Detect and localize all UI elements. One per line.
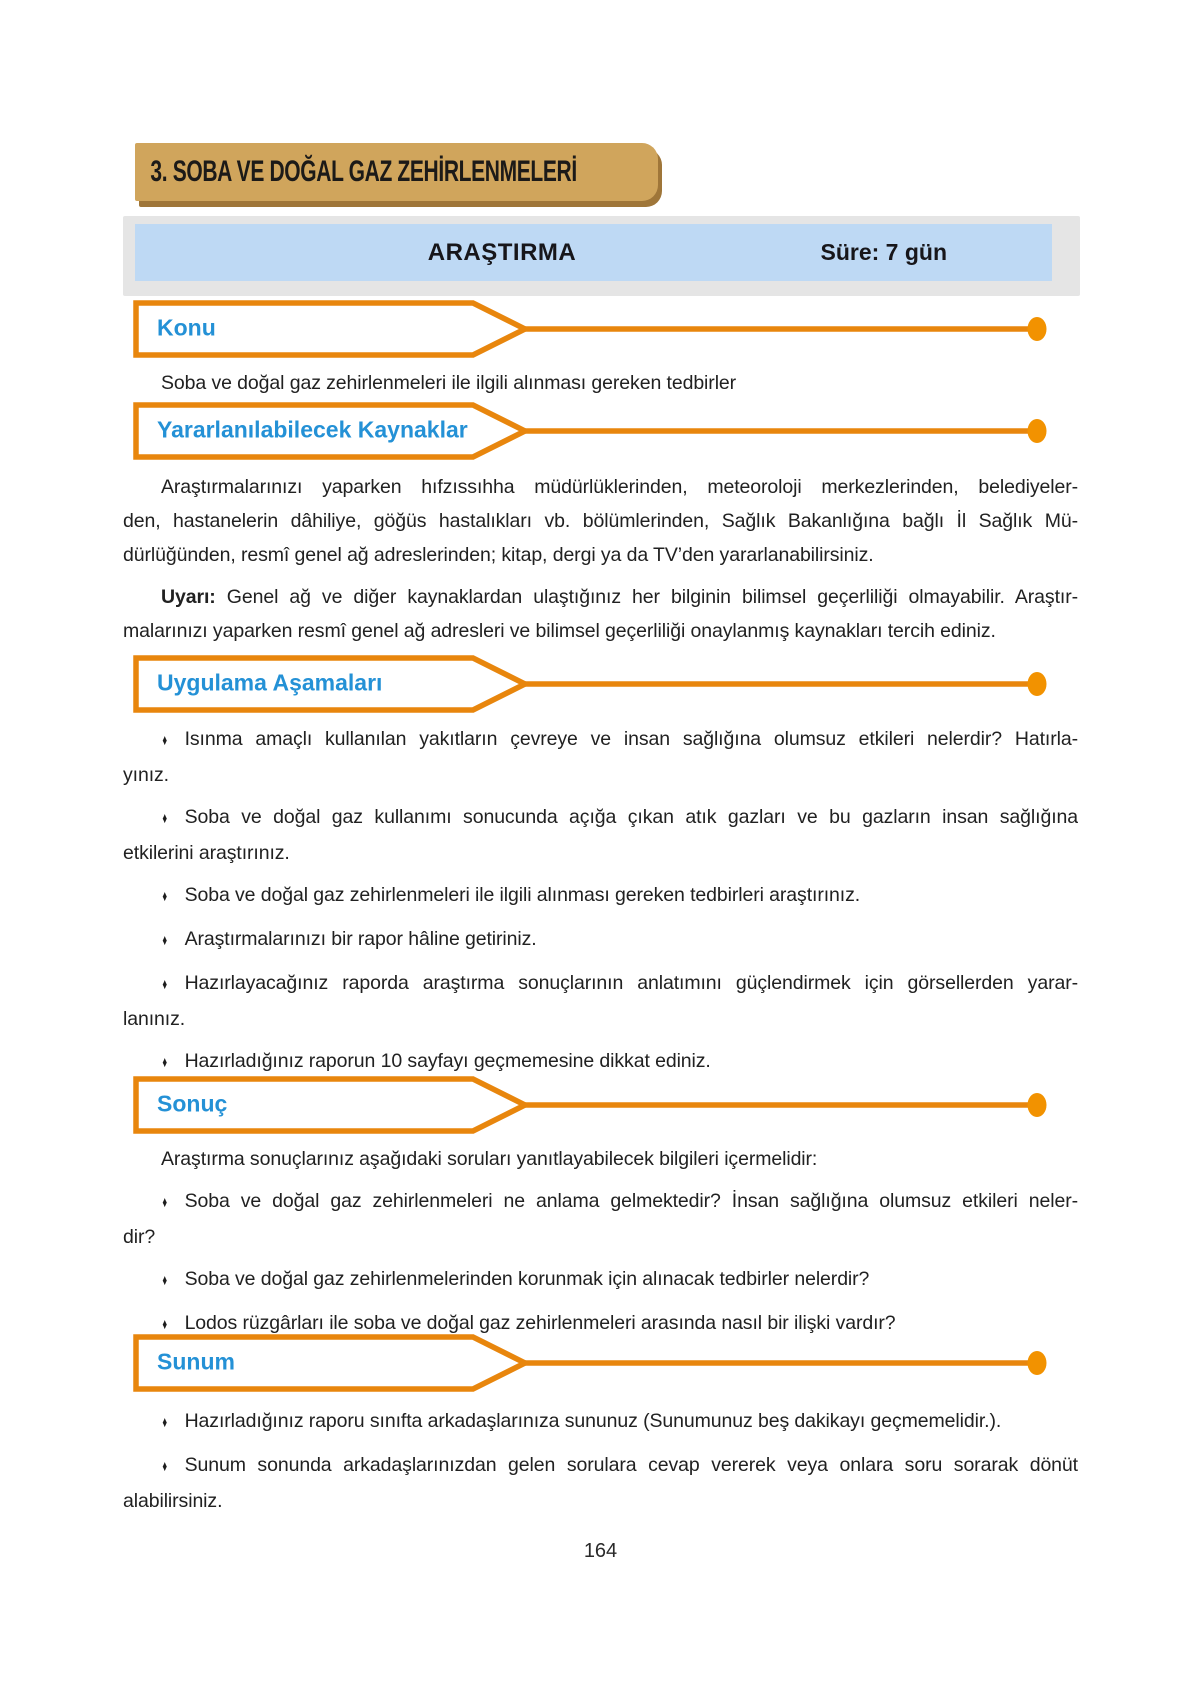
activity-bar-shadow (123, 216, 1080, 296)
diamond-bullet-icon: ♦ (162, 932, 168, 949)
list-item: ♦ Araştırmalarınızı bir rapor hâline getiriniz. (123, 922, 1078, 958)
activity-bar (135, 224, 1052, 281)
section-banner-sonuc (133, 1076, 1061, 1134)
banner-endpoint-dot (1028, 317, 1047, 341)
list-item: ♦ Hazırladığınız raporun 10 sayfayı geçmemesine dikkat ediniz. (123, 1044, 1078, 1080)
list-item: ♦ Lodos rüzgârları ile soba ve doğal gaz zehirlenmeleri arasında nasıl bir ilişki vardır? (123, 1306, 1078, 1342)
list-item: ♦ Soba ve doğal gaz zehirlenmeleri ne anlama gelmektedir? İnsan sağlığına olumsuz etkileri neler- dir? (123, 1184, 1078, 1254)
section-label-kaynaklar: Yararlanılabilecek Kaynaklar (157, 416, 468, 443)
list-item: ♦ Soba ve doğal gaz zehirlenmeleri ile ilgili alınması gereken tedbirleri araştırınız. (123, 878, 1078, 914)
paragraph-line (123, 580, 1078, 614)
list-item: ♦ Soba ve doğal gaz zehirlenmelerinden korunmak için alınacak tedbirler nelerdir? (123, 1262, 1078, 1298)
section-label-konu: Konu (157, 314, 216, 341)
section-label-sonuc: Sonuç (157, 1090, 228, 1117)
activity-duration: Süre: 7 gün (820, 239, 947, 265)
warning-text: Genel ağ ve diğer kaynaklardan ulaştığınız her bilginin bilimsel geçerliliği olmayabilir. Araştır- (215, 586, 1078, 608)
paragraph-line: den, hastanelerin dâhiliye, göğüs hastalıkları vb. bölümlerinden, Sağlık Bakanlığına bağlı İl Sağlık Mü- (123, 510, 1078, 532)
section-label-sunum: Sunum (157, 1348, 235, 1375)
section-label-uygulama: Uygulama Aşamaları (157, 669, 383, 696)
banner-arrow-shape (133, 1334, 1061, 1392)
diamond-bullet-icon: ♦ (162, 1414, 168, 1431)
paragraph-line: Araştırmalarınızı yaparken hıfzıssıhha müdürlüklerinden, meteoroloji merkezlerinden, belediyeler- (161, 476, 1078, 498)
sunum-content (123, 1404, 1078, 1518)
diamond-bullet-icon: ♦ (162, 1458, 168, 1475)
section-banner-kaynaklar (133, 402, 1061, 460)
kaynaklar-paragraph (123, 470, 1078, 572)
list-item: ♦ Hazırladığınız raporu sınıfta arkadaşlarınıza sununuz (Sunumunuz beş dakikayı geçmemelidir.). (123, 1404, 1078, 1440)
section-banner-uygulama (133, 655, 1061, 713)
activity-title: ARAŞTIRMA (427, 239, 577, 266)
diamond-bullet-icon: ♦ (162, 1194, 168, 1211)
diamond-bullet-icon: ♦ (162, 976, 168, 993)
banner-endpoint-dot (1028, 672, 1047, 696)
page-number: 164 (583, 1540, 618, 1562)
diamond-bullet-icon: ♦ (162, 888, 168, 905)
warning-label: Uyarı: (161, 586, 216, 608)
list-item: ♦ Sunum sonunda arkadaşlarınızdan gelen sorulara cevap vererek veya onlara soru sorarak dönüt alabilirsiniz. (123, 1448, 1078, 1518)
diamond-bullet-icon: ♦ (162, 732, 168, 749)
uygulama-bullet-list (123, 722, 1078, 1080)
banner-endpoint-dot (1028, 1093, 1047, 1117)
paragraph-line: Soba ve doğal gaz zehirlenmeleri ile ilgili alınması gereken tedbirler (161, 372, 737, 394)
list-item: ♦ Soba ve doğal gaz kullanımı sonucunda açığa çıkan atık gazları ve bu gazların insan sağlığına etkilerini araştırınız. (123, 800, 1078, 870)
paragraph-line: dürlüğünden, resmî genel ağ adreslerinden; kitap, dergi ya da TV’den yararlanabilirsiniz. (123, 544, 874, 566)
banner-arrow-shape (133, 1076, 1061, 1134)
sonuc-content (123, 1142, 1078, 1342)
banner-arrow-shape (133, 300, 1061, 358)
chapter-header (135, 143, 658, 201)
section-banner-konu (133, 300, 1061, 358)
diamond-bullet-icon: ♦ (162, 1272, 168, 1289)
chapter-title: 3. SOBA VE DOĞAL GAZ ZEHİRLENMELERİ (150, 155, 577, 188)
list-item: ♦ Hazırlayacağınız raporda araştırma sonuçlarının anlatımını güçlendirmek için görsellerden yarar- lanınız. (123, 966, 1078, 1036)
kaynaklar-warning (123, 580, 1078, 648)
banner-endpoint-dot (1028, 419, 1047, 443)
diamond-bullet-icon: ♦ (162, 1054, 168, 1071)
banner-endpoint-dot (1028, 1351, 1047, 1375)
list-item: ♦ Isınma amaçlı kullanılan yakıtların çevreye ve insan sağlığına olumsuz etkileri nelerdir? Hatırla- yınız. (123, 722, 1078, 792)
section-banner-sunum (133, 1334, 1061, 1392)
section-intro: Araştırma sonuçlarınız aşağıdaki soruları yanıtlayabilecek bilgileri içermelidir: (161, 1148, 818, 1170)
paragraph-line: malarınızı yaparken resmî genel ağ adresleri ve bilimsel geçerliliği onaylanmış kaynakları tercih ediniz. (123, 620, 996, 642)
konu-text (123, 366, 1078, 400)
diamond-bullet-icon: ♦ (162, 1316, 168, 1333)
diamond-bullet-icon: ♦ (162, 810, 168, 827)
